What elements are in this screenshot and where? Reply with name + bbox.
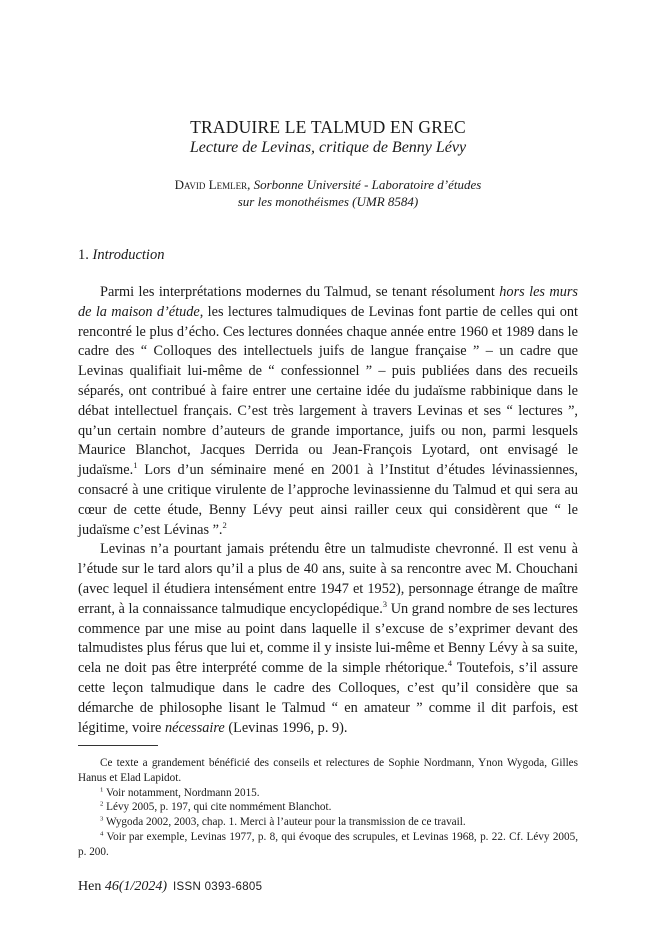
footnote-1-text: Voir notamment, Nordmann 2015. [103,786,260,799]
footnote-2-mark: 2 [100,800,104,808]
paragraph-1-text-b: , les lectures talmudiques de Levinas font partie de celles qui ont rencontré le plus d’écho. Ces lectures données chaque année entre 1960 et 1989 dans le cadre des “ Colloques des intellectuels juifs de langue française ” – un cadre que Levinas qualifiait lui-même de “ confessionnel ” – puis publiées dans des recueils séparés, ont contribué à faire entrer une certaine idée du judaïsme rabbinique dans le débat intellectuel français. C’est très largement à travers Levinas et ses “ lectures ”, qu’un certain nombre d’auteurs de grande importance, juifs ou non, parmi lesquels Maurice Blanchot, Jacques Derrida ou Jean-François Lyotard, ont envisagé le judaïsme. [78,303,578,479]
footnote-1-mark: 1 [100,785,104,793]
paragraph-2-text-c: Toutefois, s’il assure cette leçon talmudique dans le cadre des Colloques, c’est qu’il considère que sa démarche de philosophe lisant le Talmud “ en amateur ” comme il dit parfois, est légitime, voire [78,660,578,736]
paragraph-1-text-c: Lors d’un séminaire mené en 2001 à l’Institut d’études lévinassiennes, consacré à une critique virulente de l’approche levinassienne du Talmud et qui sera au cœur de cette étude, Benny Lévy peut ainsi railler ceux qui considèrent que “ le judaïsme c’est Lévinas ”. [78,462,578,538]
article-title: TRADUIRE LE TALMUD EN GREC [190,117,466,137]
body-text [78,283,578,738]
paragraph-1 [78,283,578,540]
paragraph-2-italic: nécessaire [164,719,225,736]
footnote-ref-1[interactable]: 1 [133,460,138,471]
author-name: David Lemler [174,177,248,192]
paragraph-1-italic: hors les murs de la maison d’étude [78,284,578,320]
journal-volume: 46(1/2024) [104,879,168,894]
footnote-1 [78,786,578,801]
article-subtitle: Lecture de Levinas, critique de Benny Lévy [189,139,467,156]
paragraph-2-text-b: Un grand nombre de ses lectures commence par une mise au point dans laquelle il s’excuse de s’exprimer devant des talmudistes plus férus que lui et, comme il y insiste lui-même et Benny Lévy à sa suite, cela ne doit pas être interprété comme de la simple rhétorique. [78,600,578,677]
footnote-2-text: Lévy 2005, p. 197, qui cite nommément Blanchot. [103,801,332,814]
footnote-unnumbered: Ce texte a grandement bénéficié des conseils et relectures de Sophie Nordmann, Ynon Wygoda, Gilles Hanus et Elad Lapidot. [78,757,578,784]
footnote-4-mark: 4 [100,830,104,838]
paragraph-2 [78,540,578,738]
section-number: 1. [78,247,93,263]
paragraph-1-text-a: Parmi les interprétations modernes du Talmud, se tenant résolument [100,284,500,300]
footnote-3 [78,815,578,830]
section-name: Introduction [92,247,165,263]
author-block [78,176,578,210]
footnote-4-text: Voir par exemple, Levinas 1977, p. 8, qui évoque des scrupules, et Levinas 1968, p. 22. Cf. Lévy 2005, p. 200. [78,830,578,858]
journal-issn: ISSN 0393-6805 [173,881,263,893]
footnote-3-text: Wygoda 2002, 2003, chap. 1. Merci à l’auteur pour la transmission de ce travail. [103,816,466,829]
footnote-4 [78,830,578,860]
paper-page [78,0,578,943]
page-footer [78,878,262,896]
footnotes [78,756,578,860]
footnote-divider [78,745,158,746]
paragraph-2-text-a: Levinas n’a pourtant jamais prétendu être un talmudiste chevronné. Il est venu à l’étude sur le tard alors qu’il a plus de 40 ans, suite à sa rencontre avec M. Chouchani (avec lequel il étudiera intensément entre 1947 et 1952), personnage étrange de maître errant, à la connaissance talmudique encyclopédique. [78,541,578,617]
footnote-3-mark: 3 [100,815,104,823]
journal-name: Hen [78,879,105,894]
footnote-ref-3[interactable]: 3 [382,598,388,609]
footnote-ref-4[interactable]: 4 [447,658,453,669]
author-affiliation-line1: Sorbonne Université - Laboratoire d’études [253,177,482,192]
author-separator: , [247,177,254,192]
footnote-2 [78,800,578,815]
footnote-ref-2[interactable]: 2 [222,519,227,530]
author-affiliation-line2: sur les monothéismes (UMR 8584) [237,194,419,209]
section-heading [78,245,164,265]
paragraph-2-text-d: (Levinas 1996, p. 9). [224,719,348,736]
